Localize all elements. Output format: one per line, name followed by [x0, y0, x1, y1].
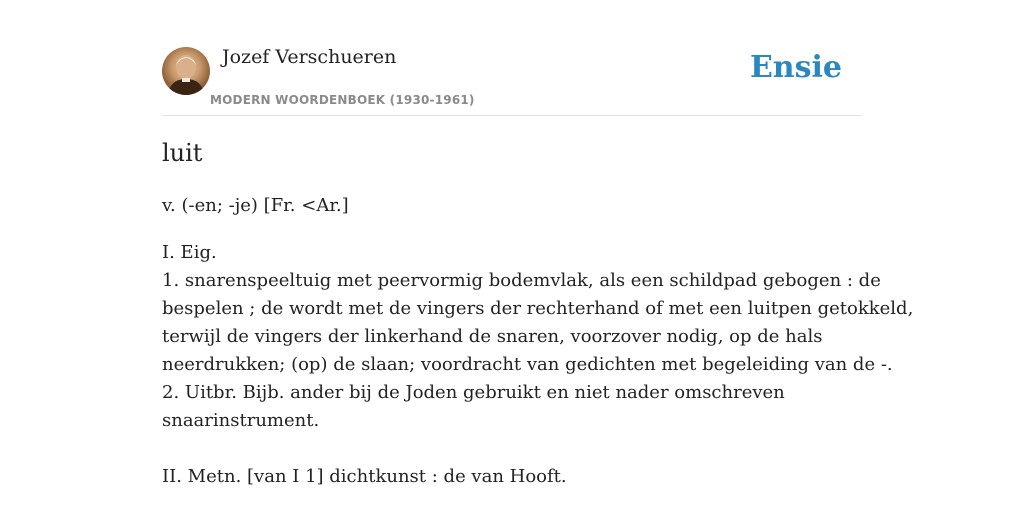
divider: [162, 115, 862, 116]
definition-line: neerdrukken; (op) de slaan; voordracht van gedichten met begeleiding van de -.: [162, 354, 893, 375]
author-avatar[interactable]: [162, 47, 210, 95]
definition-line: 2. Uitbr. Bijb. ander bij de Joden gebruikt en niet nader omschreven: [162, 382, 785, 403]
definition-line: 1. snarenspeeltuig met peervormig bodemvlak, als een schildpad gebogen : de: [162, 270, 881, 291]
headword: luit: [162, 139, 203, 167]
source-label[interactable]: MODERN WOORDENBOEK (1930-1961): [210, 93, 475, 107]
brand-logo[interactable]: Ensie: [749, 50, 842, 85]
definition-line: terwijl de vingers der linkerhand de snaren, voorzover nodig, op de hals: [162, 326, 823, 347]
author-name[interactable]: Jozef Verschueren: [222, 46, 397, 68]
definition-line: snaarinstrument.: [162, 410, 320, 431]
grammar-info: v. (-en; -je) [Fr. <Ar.]: [162, 195, 349, 216]
blank-line: [162, 435, 867, 463]
definition-line: bespelen ; de wordt met de vingers der rechterhand of met een luitpen getokkeld,: [162, 298, 914, 319]
definition-text: [162, 239, 914, 491]
definition-line: II. Metn. [van I 1] dichtkunst : de van Hooft.: [162, 466, 567, 487]
portrait-icon: [162, 47, 210, 95]
definition-line: I. Eig.: [162, 242, 217, 263]
